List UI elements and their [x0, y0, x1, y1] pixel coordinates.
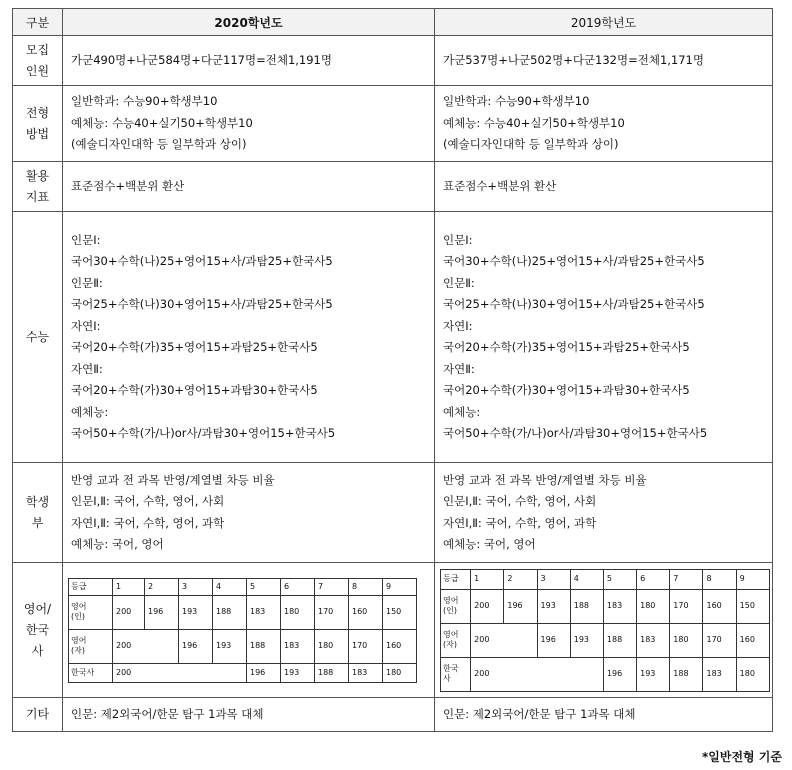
grade-header-row — [441, 569, 770, 589]
header-category: 구분 — [13, 9, 63, 36]
eng-inmun-value: 193 — [537, 589, 570, 623]
recruit-2019: 가군537명+나군502명+다군132명=전체1,171명 — [435, 36, 773, 86]
row-etc — [13, 698, 773, 732]
grade-3: 3 — [179, 578, 213, 595]
row-eng-hist — [13, 563, 773, 698]
row-method — [13, 86, 773, 162]
suneung-2020: 인문Ⅰ: 국어30+수학(나)25+영어15+사/과탐25+한국사5 인문Ⅱ: 국어25+수학(나)30+영어15+사/과탐25+한국사5 자연Ⅰ: 국어20+수학(가)35+영어15+과탐25+한국사5 자연Ⅱ: 국어20+수학(가)30+영어15+과탐30+한국사5 예체능: 국어50+수학(가/나)or사/과탐30+영어15+한국사5 — [63, 212, 435, 463]
hist-value: 196 — [603, 657, 636, 691]
eng-inmun-value: 170 — [315, 595, 349, 629]
row-index — [13, 162, 773, 212]
label-suneung: 수능 — [13, 212, 63, 463]
eng-inmun-value: 180 — [637, 589, 670, 623]
eng-jayeon-value: 188 — [603, 623, 636, 657]
eng-jayeon-value: 196 — [537, 623, 570, 657]
eng-jayeon-value: 170 — [703, 623, 736, 657]
eng-inmun-value: 200 — [471, 589, 504, 623]
hist-row — [69, 663, 417, 682]
eng-jayeon-value: 196 — [179, 629, 213, 663]
eng-inmun-label: 영어 (인) — [69, 595, 113, 629]
eng-jayeon-value: 180 — [315, 629, 349, 663]
eng-jayeon-value: 200 — [471, 623, 537, 657]
hist-value: 183 — [349, 663, 383, 682]
grade-7: 7 — [670, 569, 703, 589]
hist-value: 183 — [703, 657, 736, 691]
eng-hist-2020 — [63, 563, 435, 698]
eng-inmun-value: 160 — [703, 589, 736, 623]
eng-inmun-value: 196 — [145, 595, 179, 629]
label-recruit: 모집 인원 — [13, 36, 63, 86]
record-2019: 반영 교과 전 과목 반영/계열별 차등 비율 인문Ⅰ,Ⅱ: 국어, 수학, 영어, 사회 자연Ⅰ,Ⅱ: 국어, 수학, 영어, 과학 예체능: 국어, 영어 — [435, 463, 773, 563]
row-record — [13, 463, 773, 563]
eng-jayeon-value: 183 — [281, 629, 315, 663]
label-eng-hist: 영어/ 한국 사 — [13, 563, 63, 698]
grade-2: 2 — [145, 578, 179, 595]
hist-value: 193 — [281, 663, 315, 682]
hist-value: 200 — [471, 657, 604, 691]
grade-6: 6 — [281, 578, 315, 595]
hist-value: 200 — [113, 663, 247, 682]
eng-inmun-value: 160 — [349, 595, 383, 629]
label-record: 학생 부 — [13, 463, 63, 563]
grade-7: 7 — [315, 578, 349, 595]
hist-value: 188 — [670, 657, 703, 691]
eng-inmun-value: 196 — [504, 589, 537, 623]
etc-2020: 인문: 제2외국어/한문 탐구 1과목 대체 — [63, 698, 435, 732]
eng-jayeon-value: 180 — [670, 623, 703, 657]
grade-8: 8 — [349, 578, 383, 595]
grade-header: 등급 — [441, 569, 471, 589]
eng-inmun-value: 193 — [179, 595, 213, 629]
index-2020: 표준점수+백분위 환산 — [63, 162, 435, 212]
record-2020: 반영 교과 전 과목 반영/계열별 차등 비율 인문Ⅰ,Ⅱ: 국어, 수학, 영어, 사회 자연Ⅰ,Ⅱ: 국어, 수학, 영어, 과학 예체능: 국어, 영어 — [63, 463, 435, 563]
eng-jayeon-value: 193 — [570, 623, 603, 657]
grade-5: 5 — [247, 578, 281, 595]
hist-value: 180 — [736, 657, 769, 691]
eng-jayeon-value: 200 — [113, 629, 179, 663]
eng-jayeon-label: 영어 (자) — [69, 629, 113, 663]
eng-inmun-value: 183 — [603, 589, 636, 623]
grade-header-row — [69, 578, 417, 595]
eng-inmun-value: 150 — [736, 589, 769, 623]
grade-5: 5 — [603, 569, 636, 589]
hist-value: 196 — [247, 663, 281, 682]
suneung-2019: 인문Ⅰ: 국어30+수학(나)25+영어15+사/과탐25+한국사5 인문Ⅱ: 국어25+수학(나)30+영어15+사/과탐25+한국사5 자연Ⅰ: 국어20+수학(가)35+영어15+과탐25+한국사5 자연Ⅱ: 국어20+수학(가)30+영어15+과탐30+한국사5 예체능: 국어50+수학(가/나)or사/과탐30+영어15+한국사5 — [435, 212, 773, 463]
label-method: 전형 방법 — [13, 86, 63, 162]
header-2019: 2019학년도 — [435, 9, 773, 36]
eng-inmun-value: 150 — [383, 595, 417, 629]
header-2020: 2020학년도 — [63, 9, 435, 36]
grade-3: 3 — [537, 569, 570, 589]
eng-jayeon-value: 188 — [247, 629, 281, 663]
eng-inmun-value: 170 — [670, 589, 703, 623]
hist-label: 한국 사 — [441, 657, 471, 691]
label-index: 활용 지표 — [13, 162, 63, 212]
eng-jayeon-value: 170 — [349, 629, 383, 663]
method-2020: 일반학과: 수능90+학생부10 예체능: 수능40+실기50+학생부10 (예술디자인대학 등 일부학과 상이) — [63, 86, 435, 162]
grade-6: 6 — [637, 569, 670, 589]
grade-table-2019 — [440, 569, 770, 692]
hist-value: 180 — [383, 663, 417, 682]
eng-inmun-row — [69, 595, 417, 629]
index-2019: 표준점수+백분위 환산 — [435, 162, 773, 212]
grade-1: 1 — [471, 569, 504, 589]
recruit-2020: 가군490명+나군584명+다군117명=전체1,191명 — [63, 36, 435, 86]
grade-table-2020 — [68, 578, 417, 683]
eng-jayeon-value: 183 — [637, 623, 670, 657]
hist-label: 한국사 — [69, 663, 113, 682]
grade-2: 2 — [504, 569, 537, 589]
row-suneung — [13, 212, 773, 463]
eng-jayeon-row — [69, 629, 417, 663]
eng-inmun-label: 영어 (인) — [441, 589, 471, 623]
eng-jayeon-value: 160 — [736, 623, 769, 657]
hist-value: 188 — [315, 663, 349, 682]
eng-jayeon-label: 영어 (자) — [441, 623, 471, 657]
grade-9: 9 — [736, 569, 769, 589]
eng-hist-2019 — [435, 563, 773, 698]
grade-1: 1 — [113, 578, 145, 595]
hist-row — [441, 657, 770, 691]
grade-9: 9 — [383, 578, 417, 595]
method-2019: 일반학과: 수능90+학생부10 예체능: 수능40+실기50+학생부10 (예술디자인대학 등 일부학과 상이) — [435, 86, 773, 162]
grade-header: 등급 — [69, 578, 113, 595]
grade-8: 8 — [703, 569, 736, 589]
admission-comparison-table — [12, 8, 773, 732]
hist-value: 193 — [637, 657, 670, 691]
row-recruit — [13, 36, 773, 86]
grade-4: 4 — [570, 569, 603, 589]
eng-inmun-value: 188 — [570, 589, 603, 623]
eng-inmun-value: 188 — [213, 595, 247, 629]
eng-inmun-row — [441, 589, 770, 623]
eng-inmun-value: 183 — [247, 595, 281, 629]
etc-2019: 인문: 제2외국어/한문 탐구 1과목 대체 — [435, 698, 773, 732]
eng-inmun-value: 200 — [113, 595, 145, 629]
header-row — [13, 9, 773, 36]
footnote: *일반전형 기준 — [701, 750, 782, 764]
eng-jayeon-value: 160 — [383, 629, 417, 663]
grade-4: 4 — [213, 578, 247, 595]
eng-jayeon-value: 193 — [213, 629, 247, 663]
label-etc: 기타 — [13, 698, 63, 732]
eng-jayeon-row — [441, 623, 770, 657]
eng-inmun-value: 180 — [281, 595, 315, 629]
